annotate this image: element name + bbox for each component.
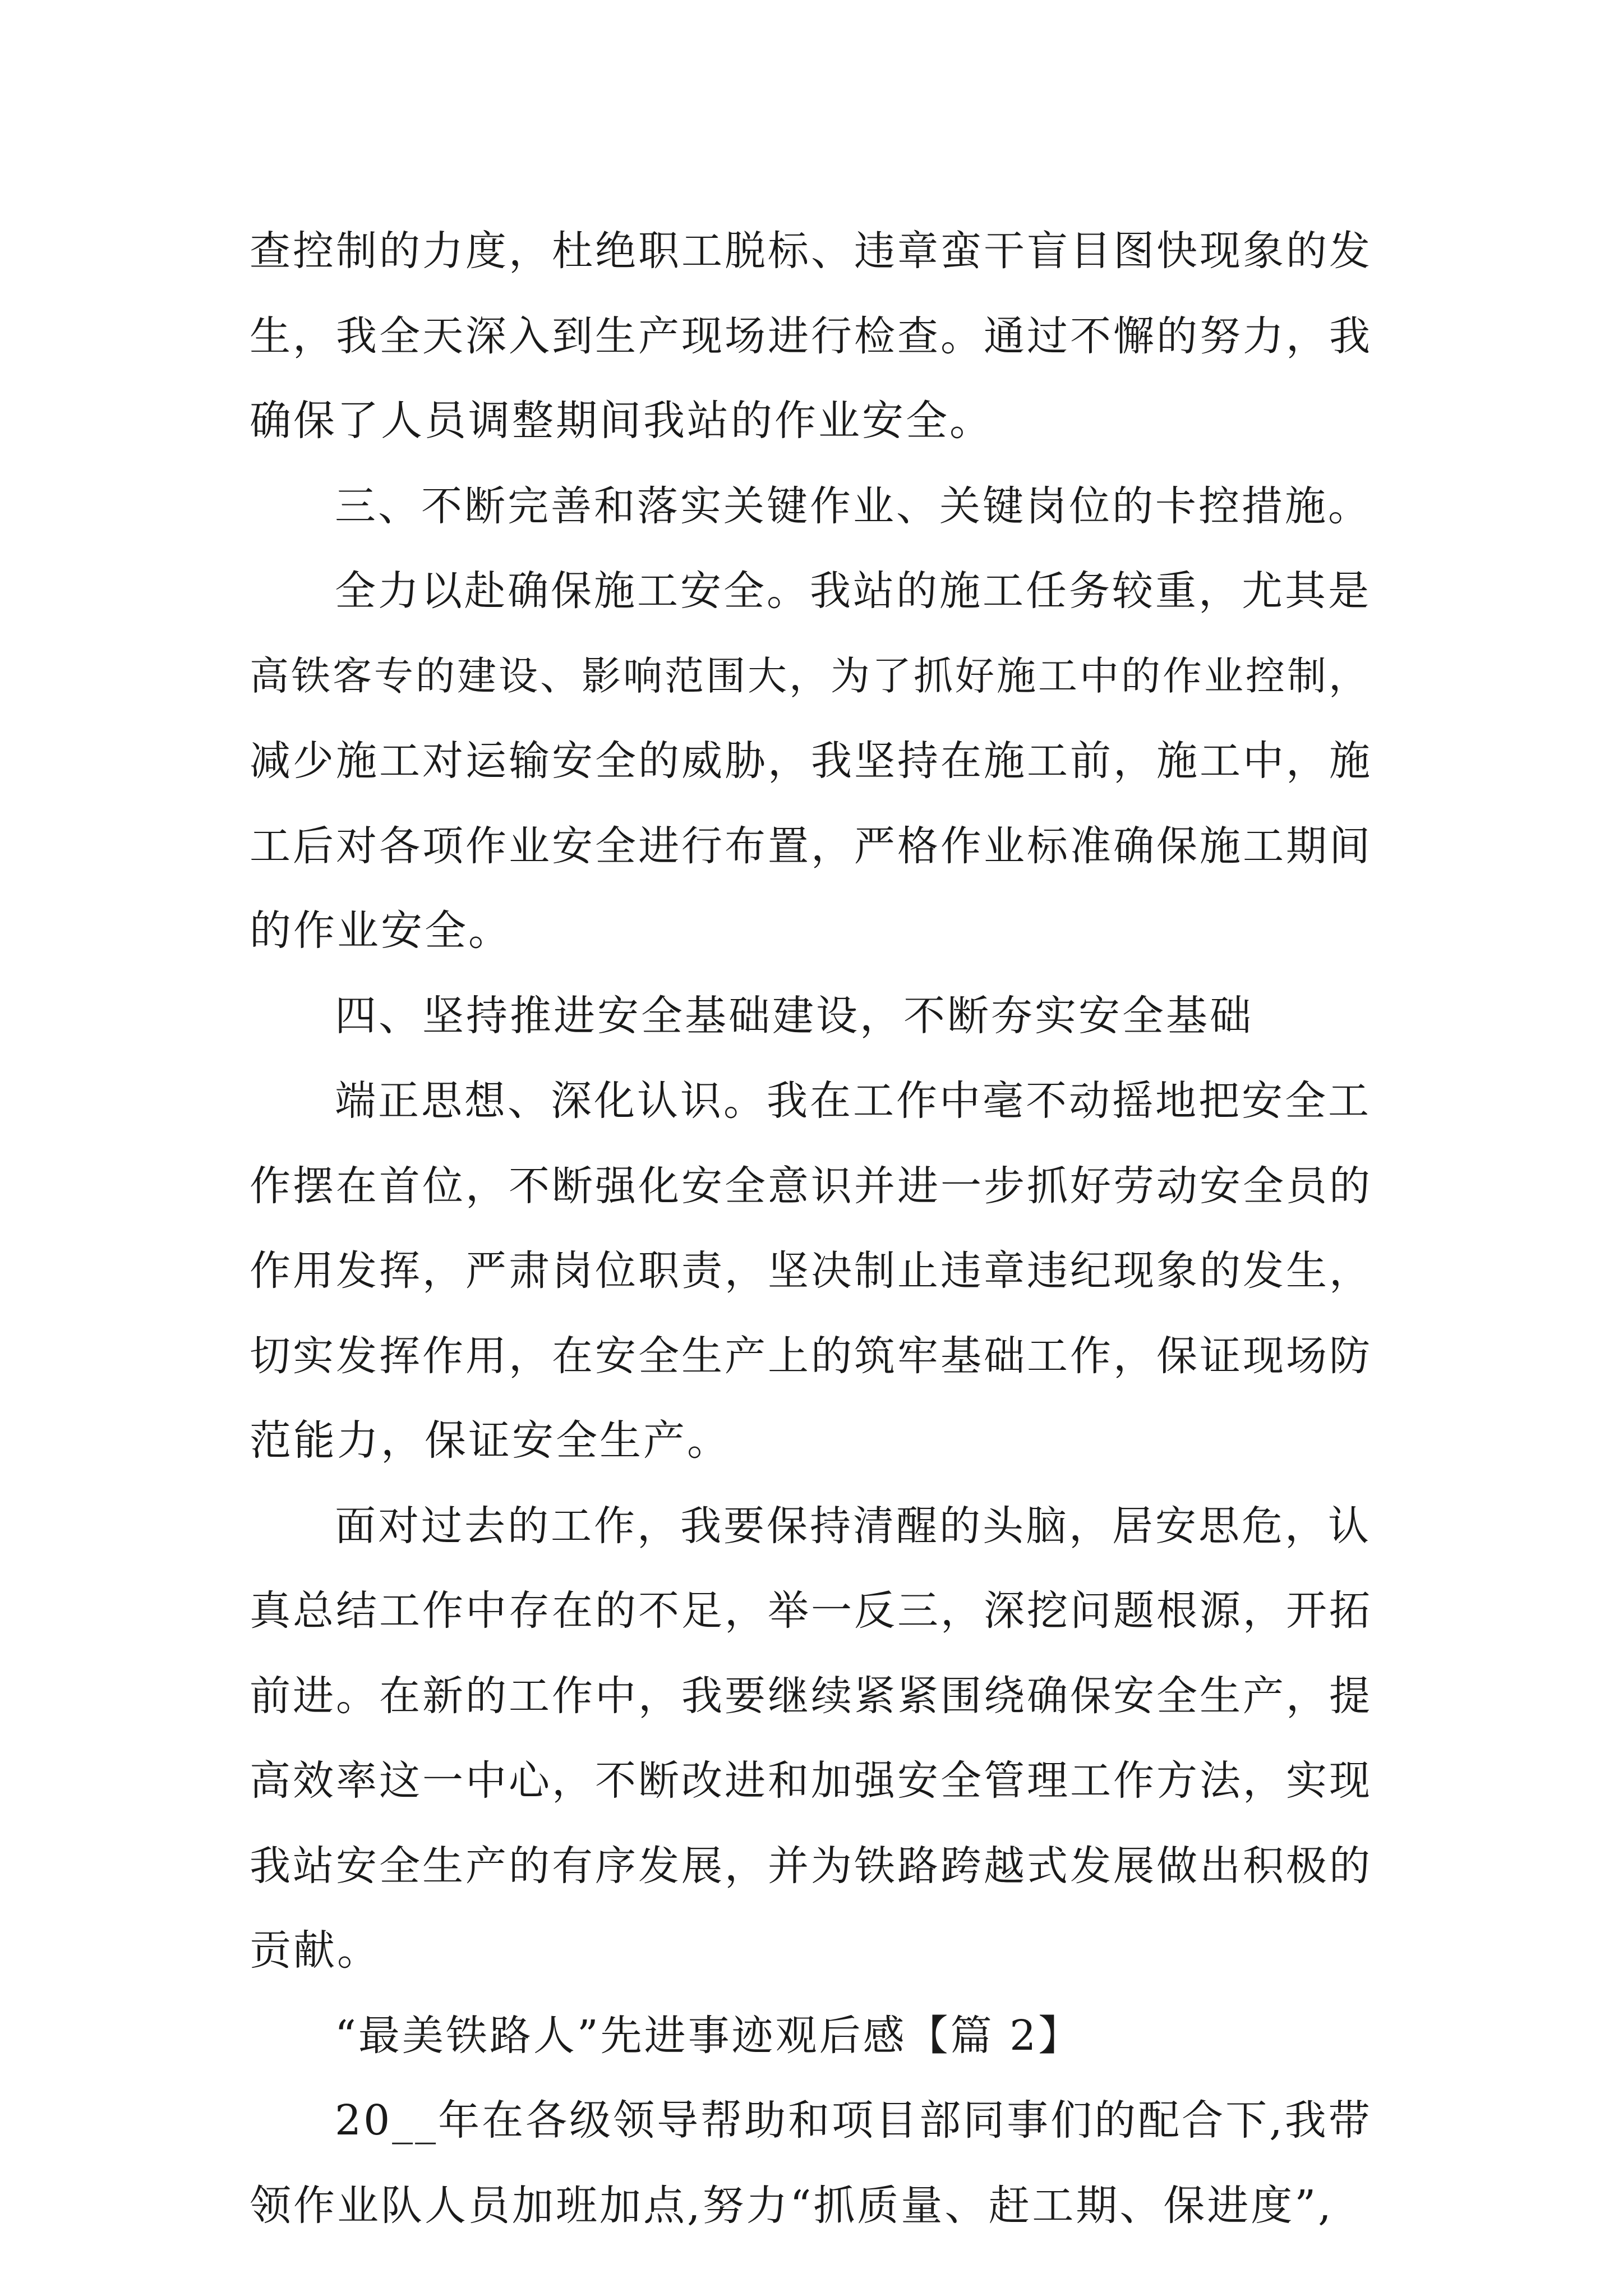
- text-line: 确保了人员调整期间我站的作业安全。: [250, 397, 993, 445]
- text-line: 高铁客专的建设、影响范围大，为了抓好施工中的作业控制，: [250, 652, 1370, 699]
- text-line: 查控制的力度，杜绝职工脱标、违章蛮干盲目图快现象的发: [250, 227, 1372, 275]
- text-line: 范能力，保证安全生产。: [250, 1416, 731, 1465]
- text-line: 真总结工作中存在的不足，举一反三，深挖问题根源，开拓: [250, 1587, 1372, 1635]
- text-line: 高效率这一中心，不断改进和加强安全管理工作方法，实现: [250, 1757, 1372, 1805]
- text-line: 作摆在首位，不断强化安全意识并进一步抓好劳动安全员的: [250, 1162, 1372, 1210]
- text-line: 生，我全天深入到生产现场进行检查。通过不懈的努力，我: [250, 312, 1372, 360]
- article-title: “最美铁路人”先进事迹观后感【篇 2】: [335, 2011, 1082, 2060]
- section-heading: 三、不断完善和落实关键作业、关键岗位的卡控措施。: [335, 482, 1371, 530]
- text-line: 工后对各项作业安全进行布置，严格作业标准确保施工期间: [250, 822, 1372, 870]
- text-line: 20__年在各级领导帮助和项目部同事们的配合下,我带: [335, 2096, 1372, 2145]
- text-line: 端正思想、深化认识。我在工作中毫不动摇地把安全工: [335, 1077, 1371, 1125]
- text-line: 减少施工对运输安全的威胁，我坚持在施工前，施工中，施: [250, 737, 1372, 785]
- text-line: 我站安全生产的有序发展，并为铁路跨越式发展做出积极的: [250, 1842, 1372, 1890]
- text-line: 的作业安全。: [250, 907, 512, 955]
- text-line: 面对过去的工作，我要保持清醒的头脑，居安思危，认: [335, 1502, 1371, 1550]
- text-line: 切实发挥作用，在安全生产上的筑牢基础工作，保证现场防: [250, 1332, 1372, 1380]
- document-body: [250, 209, 1377, 2248]
- text-line: 贡献。: [250, 1926, 381, 1975]
- section-heading: 四、坚持推进安全基础建设，不断夯实安全基础: [335, 991, 1253, 1040]
- text-line: 领作业队人员加班加点,努力“抓质量、赶工期、保进度”,: [250, 2181, 1334, 2230]
- text-line: 全力以赴确保施工安全。我站的施工任务较重，尤其是: [335, 567, 1371, 615]
- text-line: 作用发挥，严肃岗位职责，坚决制止违章违纪现象的发生，: [250, 1247, 1372, 1295]
- text-line: 前进。在新的工作中，我要继续紧紧围绕确保安全生产，提: [250, 1672, 1372, 1720]
